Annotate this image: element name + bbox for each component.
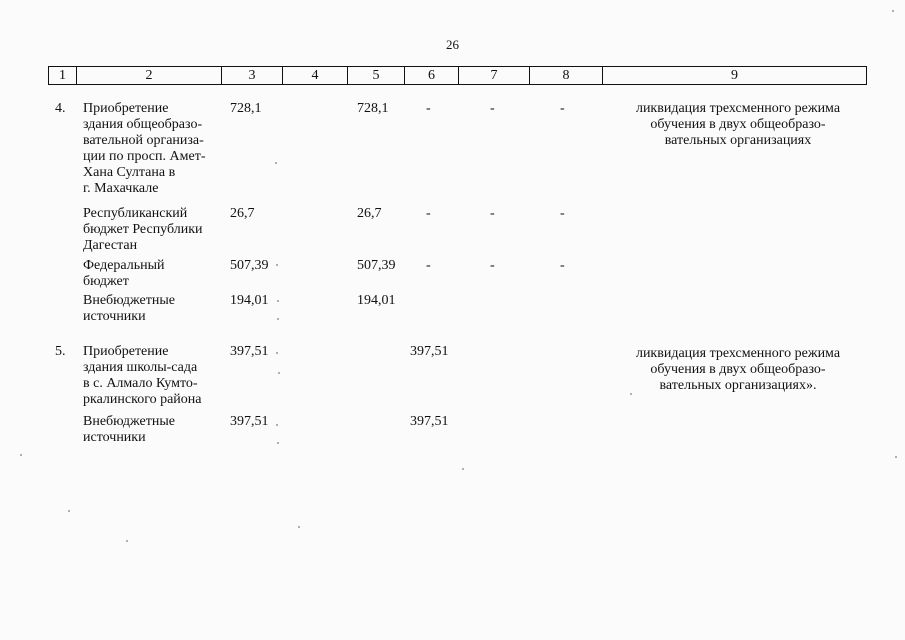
row-number: 5. xyxy=(55,344,66,359)
result-description xyxy=(608,346,868,394)
row-number: 4. xyxy=(55,101,66,116)
value-col-6: 397,51 xyxy=(410,414,449,429)
column-header-4: 4 xyxy=(283,67,348,85)
description-line: г. Махачкале xyxy=(83,181,159,196)
column-header-1: 1 xyxy=(49,67,77,85)
column-header-6: 6 xyxy=(405,67,459,85)
value-col-5: 26,7 xyxy=(357,206,382,221)
page-number: 26 xyxy=(446,37,459,52)
column-header-8: 8 xyxy=(530,67,603,85)
scan-speck xyxy=(68,510,70,512)
description-line: Хана Султана в xyxy=(83,165,176,180)
row-description xyxy=(83,344,219,408)
value-col-3: 397,51 xyxy=(230,414,269,429)
value-col-8: - xyxy=(560,206,565,221)
value-col-7: - xyxy=(490,101,495,116)
value-col-8: - xyxy=(560,258,565,273)
funding-line: Внебюджетные xyxy=(83,293,175,308)
funding-source xyxy=(83,293,219,325)
value-col-3: 397,51 xyxy=(230,344,269,359)
scan-speck xyxy=(277,442,279,444)
scan-speck xyxy=(278,372,280,374)
value-col-3: 507,39 xyxy=(230,258,269,273)
scan-speck xyxy=(276,424,278,426)
scan-speck xyxy=(276,264,278,266)
funding-line: бюджет xyxy=(83,274,129,289)
scan-speck xyxy=(630,393,632,395)
value-col-8: - xyxy=(560,101,565,116)
scan-speck xyxy=(277,318,279,320)
description-line: ркалинского района xyxy=(83,392,202,407)
column-header-5: 5 xyxy=(348,67,405,85)
scan-speck xyxy=(298,526,300,528)
row-description xyxy=(83,101,219,197)
column-header-9: 9 xyxy=(603,67,867,85)
description-line: ции по просп. Амет- xyxy=(83,149,206,164)
description-line: в с. Алмало Кумто- xyxy=(83,376,198,391)
scan-speck xyxy=(20,454,22,456)
scan-speck xyxy=(892,10,894,12)
result-line: обучения в двух общеобразо- xyxy=(650,362,826,377)
description-line: здания общеобразо- xyxy=(83,117,203,132)
column-header-2: 2 xyxy=(77,67,222,85)
value-col-7: - xyxy=(490,258,495,273)
value-col-5: 194,01 xyxy=(357,293,396,308)
value-col-6: 397,51 xyxy=(410,344,449,359)
value-col-5: 507,39 xyxy=(357,258,396,273)
funding-line: Федеральный xyxy=(83,258,165,273)
column-header-row xyxy=(48,66,867,85)
value-col-6: - xyxy=(426,258,431,273)
value-col-3: 26,7 xyxy=(230,206,255,221)
result-line: вательных организациях». xyxy=(659,378,817,393)
result-line: вательных организациях xyxy=(664,133,812,148)
funding-line: Дагестан xyxy=(83,238,138,253)
funding-line: Внебюджетные xyxy=(83,414,175,429)
scan-speck xyxy=(895,456,897,458)
result-line: ликвидация трехсменного режима xyxy=(635,346,841,361)
funding-source xyxy=(83,258,219,290)
value-col-6: - xyxy=(426,206,431,221)
funding-line: источники xyxy=(83,309,146,324)
description-line: Приобретение xyxy=(83,101,169,116)
column-header-3: 3 xyxy=(222,67,283,85)
scan-speck xyxy=(276,352,278,354)
value-col-5: 728,1 xyxy=(357,101,389,116)
value-col-7: - xyxy=(490,206,495,221)
value-col-3: 194,01 xyxy=(230,293,269,308)
result-line: обучения в двух общеобразо- xyxy=(650,117,826,132)
value-col-3: 728,1 xyxy=(230,101,262,116)
scan-speck xyxy=(126,540,128,542)
funding-line: источники xyxy=(83,430,146,445)
scan-speck xyxy=(462,468,464,470)
description-line: вательной организа- xyxy=(83,133,204,148)
funding-line: Республиканский xyxy=(83,206,188,221)
funding-source xyxy=(83,206,219,254)
result-description xyxy=(608,101,868,149)
description-line: Приобретение xyxy=(83,344,169,359)
scan-speck xyxy=(277,300,279,302)
scan-speck xyxy=(275,162,277,164)
description-line: здания школы-сада xyxy=(83,360,198,375)
funding-source xyxy=(83,414,219,446)
column-header-7: 7 xyxy=(459,67,530,85)
value-col-6: - xyxy=(426,101,431,116)
result-line: ликвидация трехсменного режима xyxy=(635,101,841,116)
funding-line: бюджет Республики xyxy=(83,222,203,237)
